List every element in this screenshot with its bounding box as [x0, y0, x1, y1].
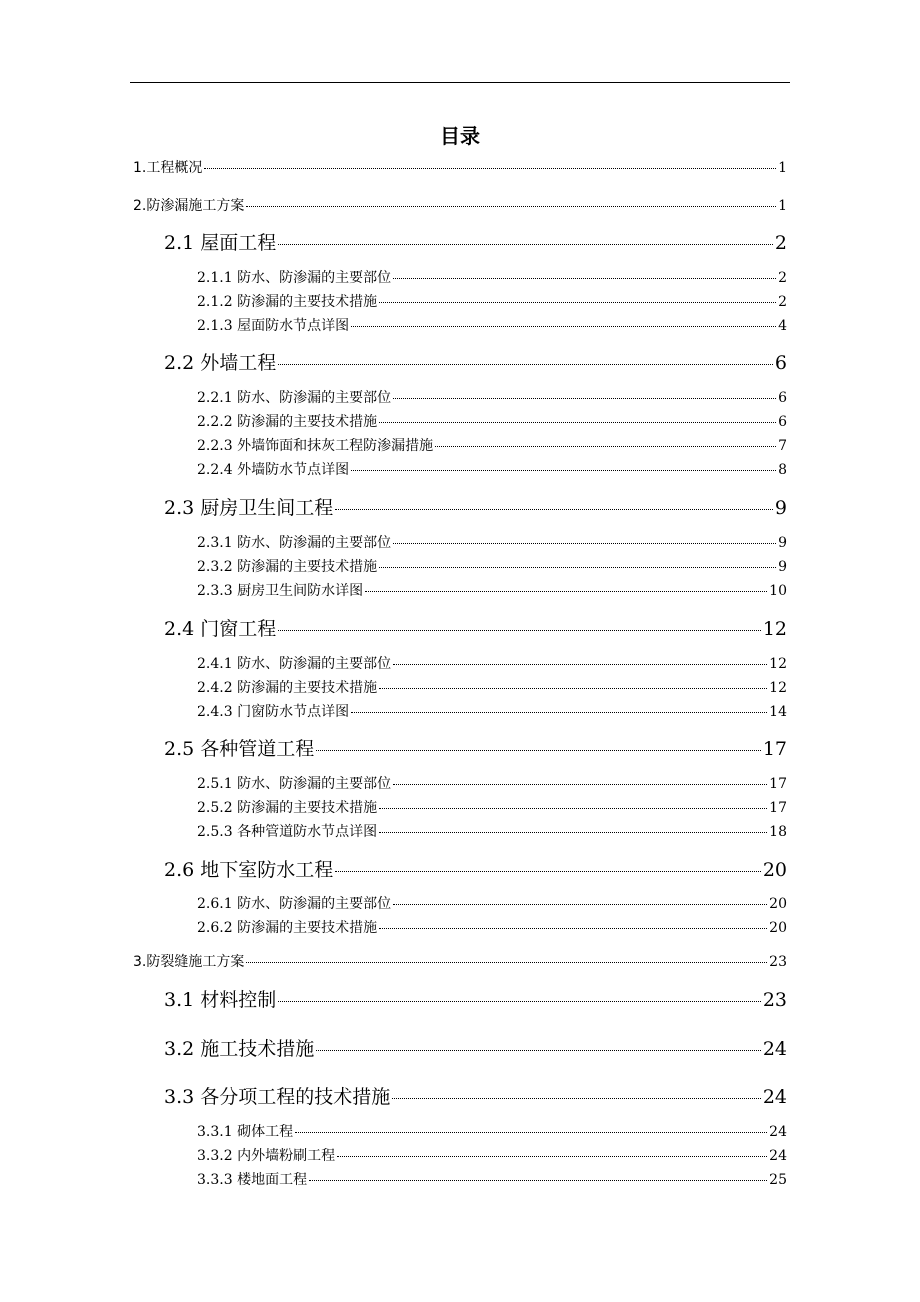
header-rule [130, 82, 790, 83]
toc-entry[interactable] [197, 387, 787, 407]
toc-entry[interactable] [197, 267, 787, 287]
toc-entry[interactable] [197, 653, 787, 673]
toc-entry-page: 17 [769, 800, 787, 816]
toc-entry-page: 6 [778, 390, 787, 406]
toc-entry-label: 2.1.3 屋面防水节点详图 [197, 318, 350, 334]
toc-entry[interactable] [197, 773, 787, 793]
toc-entry-page: 4 [778, 318, 787, 334]
toc-entry-page: 8 [778, 462, 787, 478]
dot-leader [393, 398, 776, 399]
toc-entry-label: 2.5.1 防水、防渗漏的主要部位 [197, 776, 392, 792]
toc-entry[interactable] [197, 580, 787, 600]
toc-entry-label: 3.3.3 楼地面工程 [197, 1172, 308, 1188]
toc-entry[interactable] [133, 951, 787, 971]
toc-entry[interactable] [197, 677, 787, 697]
toc-entry-label: 2.4.2 防渗漏的主要技术措施 [197, 680, 378, 696]
toc-entry-label: 2.2.3 外墙饰面和抹灰工程防渗漏措施 [197, 438, 434, 454]
dot-leader [337, 1156, 767, 1157]
toc-entry-page: 20 [769, 920, 787, 936]
toc-entry-page: 2 [774, 232, 787, 254]
dot-leader [379, 688, 767, 689]
toc-entry[interactable] [164, 1082, 787, 1108]
toc-entry[interactable] [133, 157, 787, 177]
toc-entry-page: 14 [769, 704, 787, 720]
toc-entry[interactable] [197, 532, 787, 552]
toc-entry[interactable] [197, 315, 787, 335]
toc-entry-label: 3.防裂缝施工方案 [133, 954, 245, 970]
dot-leader [335, 509, 773, 510]
toc-entry-label: 2.5 各种管道工程 [164, 738, 315, 760]
toc-entry-page: 2 [778, 294, 787, 310]
dot-leader [278, 364, 773, 365]
toc-entry-page: 23 [762, 989, 787, 1011]
dot-leader [435, 446, 776, 447]
toc-entry[interactable] [197, 821, 787, 841]
toc-entry[interactable] [197, 1121, 787, 1141]
toc-entry-label: 1.工程概况 [133, 160, 203, 176]
toc-title: 目录 [440, 124, 480, 148]
toc-entry-label: 2.3.3 厨房卫生间防水详图 [197, 583, 364, 599]
toc-entry-label: 2.2.1 防水、防渗漏的主要部位 [197, 390, 392, 406]
toc-entry[interactable] [164, 614, 787, 640]
dot-leader [393, 904, 767, 905]
toc-entry-page: 20 [762, 859, 787, 881]
toc-entry-label: 2.3 厨房卫生间工程 [164, 497, 334, 519]
toc-entry[interactable] [164, 985, 787, 1011]
dot-leader [278, 244, 773, 245]
toc-entry-page: 7 [778, 438, 787, 454]
toc-entry-page: 12 [769, 680, 787, 696]
toc-entry-page: 9 [774, 497, 787, 519]
toc-entry[interactable] [164, 348, 787, 374]
toc-entry-page: 6 [778, 414, 787, 430]
toc-entry-page: 6 [774, 352, 787, 374]
dot-leader [365, 591, 767, 592]
toc-entry-page: 10 [769, 583, 787, 599]
dot-leader [379, 928, 767, 929]
toc-entry-label: 3.3.2 内外墙粉刷工程 [197, 1148, 336, 1164]
toc-entry[interactable] [164, 493, 787, 519]
toc-entry[interactable] [133, 195, 787, 215]
toc-entry-page: 24 [769, 1148, 787, 1164]
toc-entry-page: 9 [778, 559, 787, 575]
dot-leader [379, 422, 776, 423]
dot-leader [316, 1050, 761, 1051]
dot-leader [351, 712, 767, 713]
toc-entry-page: 12 [769, 656, 787, 672]
toc-entry[interactable] [197, 893, 787, 913]
toc-entry-page: 18 [769, 824, 787, 840]
toc-entry-label: 2.3.2 防渗漏的主要技术措施 [197, 559, 378, 575]
toc-entry[interactable] [197, 411, 787, 431]
toc-entry-page: 1 [778, 198, 787, 214]
toc-entry-page: 17 [762, 738, 787, 760]
dot-leader [351, 326, 776, 327]
dot-leader [278, 1001, 761, 1002]
toc-entry[interactable] [197, 556, 787, 576]
toc-entry[interactable] [197, 917, 787, 937]
dot-leader [309, 1180, 767, 1181]
toc-entry[interactable] [197, 1169, 787, 1189]
toc-entry-page: 9 [778, 535, 787, 551]
toc-entry[interactable] [197, 701, 787, 721]
toc-entry[interactable] [164, 228, 787, 254]
dot-leader [393, 278, 776, 279]
toc-entry[interactable] [164, 855, 787, 881]
toc-entry-label: 2.2.2 防渗漏的主要技术措施 [197, 414, 378, 430]
toc-entry-label: 2.1 屋面工程 [164, 232, 277, 254]
dot-leader [246, 962, 767, 963]
dot-leader [278, 630, 761, 631]
toc-entry-page: 24 [762, 1038, 787, 1060]
dot-leader [379, 567, 776, 568]
toc-entry[interactable] [164, 1034, 787, 1060]
toc-entry-page: 25 [769, 1172, 787, 1188]
toc-entry-label: 2.5.2 防渗漏的主要技术措施 [197, 800, 378, 816]
dot-leader [393, 664, 767, 665]
dot-leader [351, 470, 776, 471]
toc-entry-page: 12 [762, 618, 787, 640]
toc-entry-page: 2 [778, 270, 787, 286]
dot-leader [335, 871, 761, 872]
toc-entry-label: 3.1 材料控制 [164, 989, 277, 1011]
toc-entry-label: 2.防渗漏施工方案 [133, 198, 245, 214]
toc-entry-page: 17 [769, 776, 787, 792]
dot-leader [393, 784, 767, 785]
toc-entry-label: 2.5.3 各种管道防水节点详图 [197, 824, 378, 840]
toc-entry-label: 3.2 施工技术措施 [164, 1038, 315, 1060]
dot-leader [295, 1132, 767, 1133]
toc-entry[interactable] [197, 291, 787, 311]
toc-entry-page: 24 [762, 1086, 787, 1108]
toc-entry-label: 3.3.1 砌体工程 [197, 1124, 294, 1140]
toc-entry-label: 2.2.4 外墙防水节点详图 [197, 462, 350, 478]
toc-entry-label: 2.4.3 门窗防水节点详图 [197, 704, 350, 720]
toc-entry-page: 1 [778, 160, 787, 176]
toc-entry-label: 3.3 各分项工程的技术措施 [164, 1086, 391, 1108]
dot-leader [316, 750, 761, 751]
toc-entry[interactable] [197, 1145, 787, 1165]
toc-entry-label: 2.6.1 防水、防渗漏的主要部位 [197, 896, 392, 912]
toc-entry-page: 24 [769, 1124, 787, 1140]
toc-entry-page: 23 [769, 954, 787, 970]
toc-entry-label: 2.3.1 防水、防渗漏的主要部位 [197, 535, 392, 551]
dot-leader [204, 168, 776, 169]
dot-leader [392, 1098, 761, 1099]
toc-entry-label: 2.6 地下室防水工程 [164, 859, 334, 881]
toc-entry[interactable] [197, 797, 787, 817]
dot-leader [379, 832, 767, 833]
toc-entry-label: 2.4.1 防水、防渗漏的主要部位 [197, 656, 392, 672]
toc-entry-label: 2.6.2 防渗漏的主要技术措施 [197, 920, 378, 936]
dot-leader [379, 808, 767, 809]
toc-entry-label: 2.4 门窗工程 [164, 618, 277, 640]
dot-leader [393, 543, 776, 544]
toc-entry-label: 2.2 外墙工程 [164, 352, 277, 374]
toc-entry[interactable] [197, 459, 787, 479]
toc-entry-label: 2.1.2 防渗漏的主要技术措施 [197, 294, 378, 310]
dot-leader [379, 302, 776, 303]
toc-entry-label: 2.1.1 防水、防渗漏的主要部位 [197, 270, 392, 286]
toc-entry[interactable] [197, 435, 787, 455]
dot-leader [246, 206, 776, 207]
toc-entry[interactable] [164, 734, 787, 760]
toc-entry-page: 20 [769, 896, 787, 912]
